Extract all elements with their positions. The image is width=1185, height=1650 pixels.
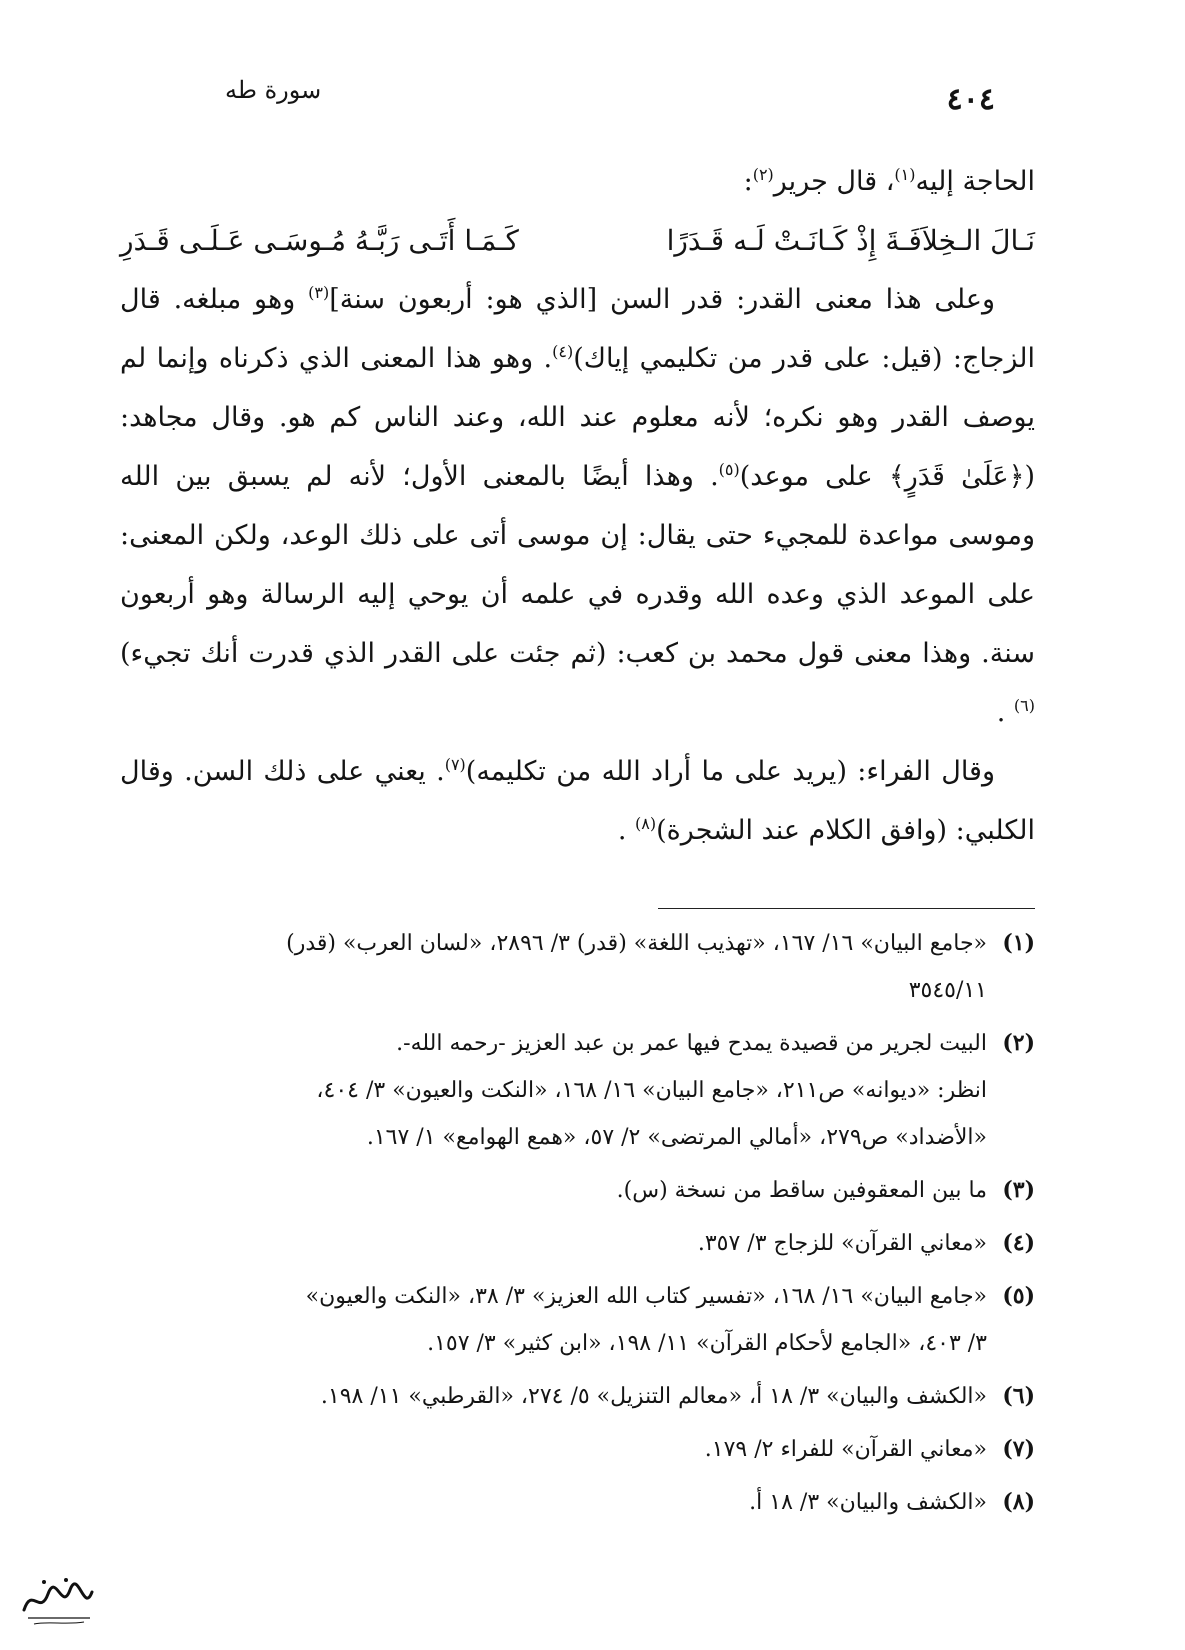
footnote-ref-6[interactable]: (٦): [1013, 696, 1035, 715]
footnote-line: ما بين المعقوفين ساقط من نسخة (س).: [616, 1178, 987, 1203]
footnotes: [110, 920, 1035, 1532]
footnote-line: «معاني القرآن» للزجاج ٣/ ٣٥٧.: [697, 1231, 987, 1256]
footnote-line: ٣/ ٤٠٣، «الجامع لأحكام القرآن» ١١/ ١٩٨، «ابن كثير» ٣/ ١٥٧.: [427, 1331, 987, 1356]
footnote-line: «معاني القرآن» للفراء ٢/ ١٧٩.: [704, 1437, 987, 1462]
footnote-5: [110, 1273, 1035, 1367]
footnote-line: «جامع البيان» ١٦/ ١٦٨، «تفسير كتاب الله العزيز» ٣/ ٣٨، «النكت والعيون»: [305, 1284, 987, 1309]
footnote-number: (٢): [1002, 1030, 1035, 1056]
footnote-line: انظر: «ديوانه» ص٢١١، «جامع البيان» ١٦/ ١٦٨، «النكت والعيون» ٣/ ٤٠٤،: [316, 1078, 987, 1103]
footnote-7: [110, 1426, 1035, 1473]
footnote-ref-4[interactable]: (٤): [552, 342, 574, 361]
footnote-number: (٨): [1002, 1489, 1035, 1515]
footnote-6: [110, 1373, 1035, 1420]
paragraph-1: الحاجة إليه$^{(١)}$، قال جرير$^{(٢)}$:: [743, 165, 1035, 197]
footnote-3: [110, 1167, 1035, 1214]
footnote-number: (٣): [1002, 1177, 1035, 1203]
paragraph-3: وقال الفراء: (يريد على ما أراد الله من تكليمه)$^{(٧)}$. يعني على ذلك السن. وقال الكلبي: (وافق الكلام عند الشجرة)$^{(٨)}$ .: [120, 755, 1035, 846]
page-number: ٤٠٤: [946, 82, 995, 117]
footnote-ref-2[interactable]: (٢): [752, 165, 774, 184]
verse-second-hemistich: كَـمَـا أَتَـى رَبَّـهُ مُـوسَـى عَـلَـى قَـدَرِ: [120, 224, 519, 257]
footnote-4: [110, 1220, 1035, 1267]
main-text: [120, 152, 1035, 860]
footnote-ref-3[interactable]: (٣): [308, 283, 330, 302]
footnote-2: [110, 1020, 1035, 1161]
footnote-line: «جامع البيان» ١٦/ ١٦٧، «تهذيب اللغة» (قدر) ٣/ ٢٨٩٦، «لسان العرب» (قدر): [286, 931, 987, 956]
footnote-separator: [658, 908, 1035, 909]
footnote-ref-7[interactable]: (٧): [444, 755, 466, 774]
footnote-line: ٣٥٤٥/١١: [908, 978, 987, 1003]
surah-title: سورة طه: [225, 76, 322, 104]
publisher-logo-stamp: [18, 1572, 98, 1628]
verse-first-hemistich: نَـالَ الـخِلاَفَـةَ إِذْ كَـانَـتْ لَـه قَـدَرًا: [666, 224, 1035, 257]
paragraph-2: وعلى هذا معنى القدر: قدر السن [الذي هو: أربعون سنة]$^{(٣)}$ وهو مبلغه. قال الزجاج: (قيل: على قدر من تكليمي إياك)$^{(٤)}$. وهو هذا المعنى الذي ذكرناه وإنما لم يوصف القدر وهو نكره؛ لأنه معلوم عند الله، وعند الناس كم هو. وقال مجاهد: (﴿عَلَىٰ قَدَرٍ﴾ على موعد)$^{(٥)}$. وهذا أيضًا بالمعنى الأول؛ لأنه لم يسبق بين الله وموسى مواعدة للمجيء حتى يقال: إن موسى أتى على ذلك الوعد، ولكن المعنى: على الموعد الذي وعده الله وقدره في علمه أن يوحي إليه الرسالة وهو أربعون سنة. وهذا معنى قول محمد بن كعب: (ثم جئت على القدر الذي قدرت أنك تجيء)$^{(٦)}$ .: [120, 283, 1035, 728]
poetry-verse: [120, 211, 1035, 270]
footnote-ref-5[interactable]: (٥): [718, 460, 740, 479]
footnote-8: [110, 1479, 1035, 1526]
footnote-number: (١): [1002, 930, 1035, 956]
footnote-line: «الكشف والبيان» ٣/ ١٨ أ، «معالم التنزيل» ٥/ ٢٧٤، «القرطبي» ١١/ ١٩٨.: [320, 1384, 987, 1409]
footnote-number: (٦): [1002, 1383, 1035, 1409]
footnote-ref-1[interactable]: (١): [894, 165, 916, 184]
footnote-line: البيت لجرير من قصيدة يمدح فيها عمر بن عبد العزيز -رحمه الله-.: [396, 1031, 987, 1056]
footnote-number: (٤): [1002, 1230, 1035, 1256]
footnote-number: (٧): [1002, 1436, 1035, 1462]
footnote-line: «الكشف والبيان» ٣/ ١٨ أ.: [749, 1490, 987, 1515]
footnote-1: [110, 920, 1035, 1014]
footnote-ref-8[interactable]: (٨): [635, 814, 657, 833]
footnote-number: (٥): [1002, 1283, 1035, 1309]
footnote-line: «الأضداد» ص٢٧٩، «أمالي المرتضى» ٢/ ٥٧، «همع الهوامع» ١/ ١٦٧.: [366, 1125, 987, 1150]
